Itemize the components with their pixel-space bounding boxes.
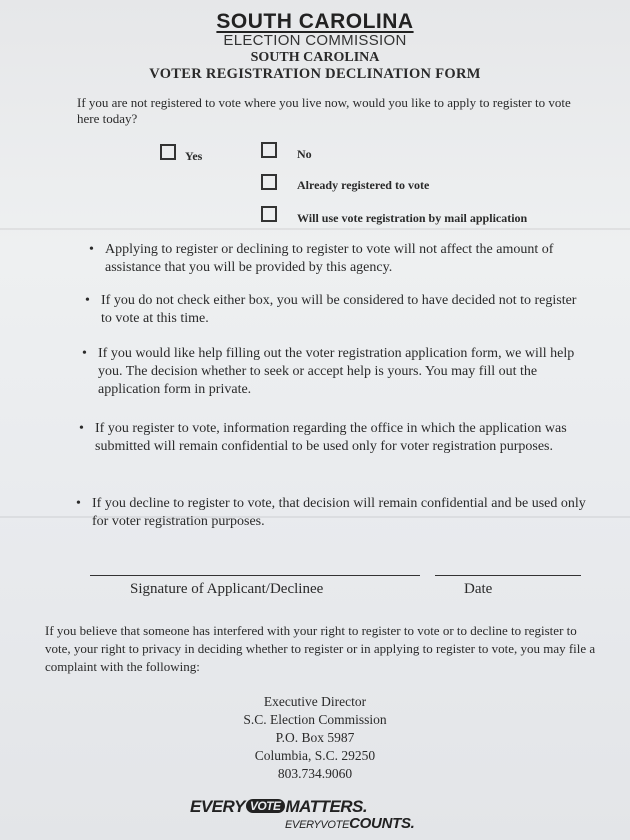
yes-checkbox[interactable]	[160, 144, 176, 160]
info-bullet	[89, 241, 575, 277]
bullet-dot: •	[82, 346, 87, 361]
info-bullet	[79, 420, 587, 456]
address-line: P.O. Box 5987	[275, 730, 355, 745]
signature-label: Signature of Applicant/Declinee	[130, 581, 324, 597]
signature-line[interactable]	[90, 575, 420, 576]
mail-application-checkbox[interactable]	[261, 206, 277, 222]
date-line[interactable]	[435, 575, 581, 576]
already-registered-checkbox[interactable]	[261, 174, 277, 190]
form-title: VOTER REGISTRATION DECLINATION FORM	[149, 66, 481, 82]
bullet-dot: •	[85, 293, 90, 308]
paper-fold	[0, 228, 630, 230]
logo-line-1: EVERY VOTE MATTERS.	[190, 797, 368, 816]
bullet-text: Applying to register or declining to register to vote will not affect the amount of assistance that you will be provided by this agency.	[105, 242, 554, 275]
registration-question: If you are not registered to vote where you live now, would you like to apply to register to vote here today?	[77, 95, 571, 126]
already-registered-label: Already registered to vote	[297, 178, 430, 192]
bullet-dot: •	[79, 421, 84, 436]
header-state-secondary: SOUTH CAROLINA	[250, 50, 380, 65]
address-line: S.C. Election Commission	[243, 712, 387, 727]
header-state: SOUTH CAROLINA	[216, 10, 414, 33]
bullet-text: If you do not check either box, you will be considered to have decided not to register to vote at this time.	[101, 293, 577, 326]
no-checkbox[interactable]	[261, 142, 277, 158]
bullet-text: If you decline to register to vote, that decision will remain confidential and be used only for voter registration purposes.	[92, 496, 586, 529]
info-bullet	[76, 495, 592, 531]
no-label: No	[297, 147, 312, 161]
info-bullet	[85, 292, 579, 328]
bullet-dot: •	[89, 242, 94, 257]
address-line: Executive Director	[263, 694, 367, 709]
logo-line-2: EVERYVOTECOUNTS.	[285, 815, 415, 832]
address-line: Columbia, S.C. 29250	[254, 748, 376, 763]
mail-application-label: Will use vote registration by mail application	[297, 211, 528, 225]
contact-address	[0, 693, 630, 783]
complaint-notice: If you believe that someone has interfered with your right to register to vote or to decline to register to vote, your right to privacy in deciding whether to register or in applying to register to vote, you may file a complaint with the following:	[45, 623, 596, 674]
bullet-text: If you register to vote, information regarding the office in which the application was submitted will remain confidential to be used only for voter registration purposes.	[95, 421, 567, 454]
address-phone: 803.734.9060	[277, 766, 353, 781]
every-vote-matters-logo	[190, 797, 460, 837]
bullet-dot: •	[76, 496, 81, 511]
header-agency: ELECTION COMMISSION	[223, 32, 407, 49]
yes-label: Yes	[185, 149, 203, 163]
date-label: Date	[464, 581, 493, 597]
info-bullet	[82, 345, 583, 399]
bullet-text: If you would like help filling out the voter registration application form, we will help you. The decision whether to seek or accept help is yours. You may fill out the application form in private.	[98, 346, 575, 397]
